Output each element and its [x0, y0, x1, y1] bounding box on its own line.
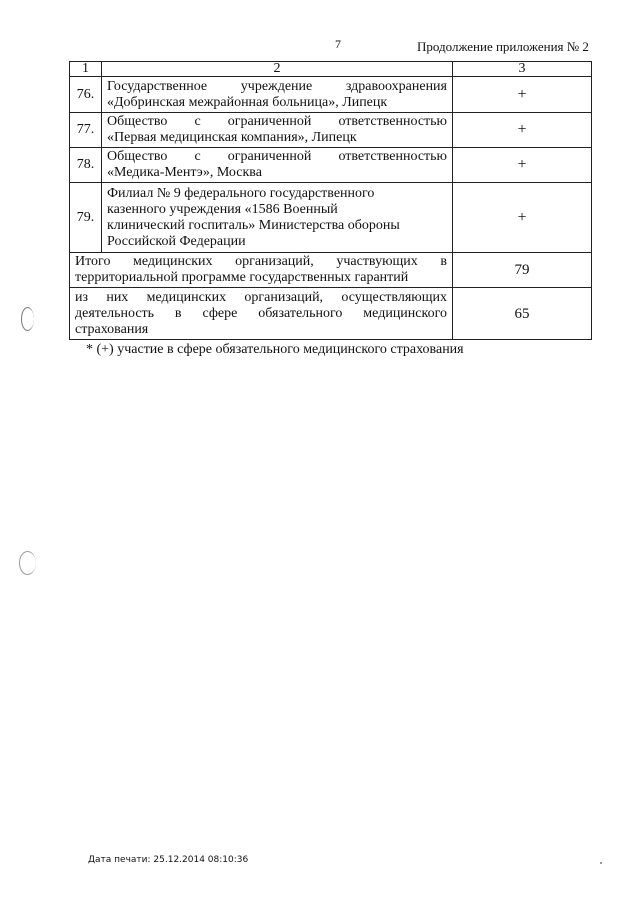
row-number: 79. [70, 183, 102, 253]
oms-participation-mark: + [453, 113, 592, 148]
print-date: Дата печати: 25.12.2014 08:10:36 [88, 855, 249, 865]
organization-name-line: «Медика-Ментэ», Москва [107, 165, 262, 180]
organization-name-line: клинический госпиталь» Министерства обороны [107, 217, 400, 233]
organizations-table [69, 61, 592, 340]
table-row [70, 77, 592, 113]
oms-total-label-line: страхования [75, 321, 149, 337]
table-row [70, 148, 592, 183]
organization-name [102, 113, 453, 148]
total-label-line: территориальной программе государственных гарантий [75, 270, 409, 285]
organization-name-line: «Добринская межрайонная больница», Липецк [107, 94, 388, 110]
oms-participation-mark: + [453, 77, 592, 113]
organization-name [102, 77, 453, 113]
column-header-1: 1 [70, 62, 102, 77]
total-label [70, 253, 453, 288]
organization-name-line: Общество с ограниченной ответственностью [107, 114, 447, 129]
organization-name-line: Филиал № 9 федерального государственного [107, 185, 375, 201]
column-header-2: 2 [102, 62, 453, 77]
oms-total-value: 65 [453, 288, 592, 340]
table-row [70, 113, 592, 148]
oms-total-label [70, 288, 453, 340]
row-number: 77. [70, 113, 102, 148]
total-label-line: Итого медицинских организаций, участвующих в [75, 254, 447, 269]
page-number: 7 [335, 37, 341, 51]
oms-participation-mark: + [453, 183, 592, 253]
punch-hole-mark [21, 307, 34, 331]
row-number: 76. [70, 77, 102, 113]
organization-name [102, 148, 453, 183]
footnote: * (+) участие в сфере обязательного медицинского страхования [86, 342, 464, 357]
total-row [70, 253, 592, 288]
table-header-row [70, 62, 592, 77]
punch-hole-mark [19, 551, 36, 575]
organization-name-line: Российской Федерации [107, 233, 246, 249]
table-row [70, 183, 592, 253]
oms-total-label-line: деятельность в сфере обязательного медицинского [75, 305, 447, 321]
total-value: 79 [453, 253, 592, 288]
organization-name [102, 183, 453, 253]
oms-total-label-line: из них медицинских организаций, осуществляющих [75, 289, 447, 305]
row-number: 78. [70, 148, 102, 183]
appendix-continuation-header: Продолжение приложения № 2 [417, 39, 589, 54]
organization-name-line: Общество с ограниченной ответственностью [107, 149, 447, 164]
organization-name-line: Государственное учреждение здравоохранения [107, 78, 447, 94]
organization-name-line: «Первая медицинская компания», Липецк [107, 130, 357, 145]
scan-speck [600, 862, 602, 864]
oms-total-row [70, 288, 592, 340]
oms-participation-mark: + [453, 148, 592, 183]
organization-name-line: казенного учреждения «1586 Военный [107, 201, 338, 217]
column-header-3: 3 [453, 62, 592, 77]
